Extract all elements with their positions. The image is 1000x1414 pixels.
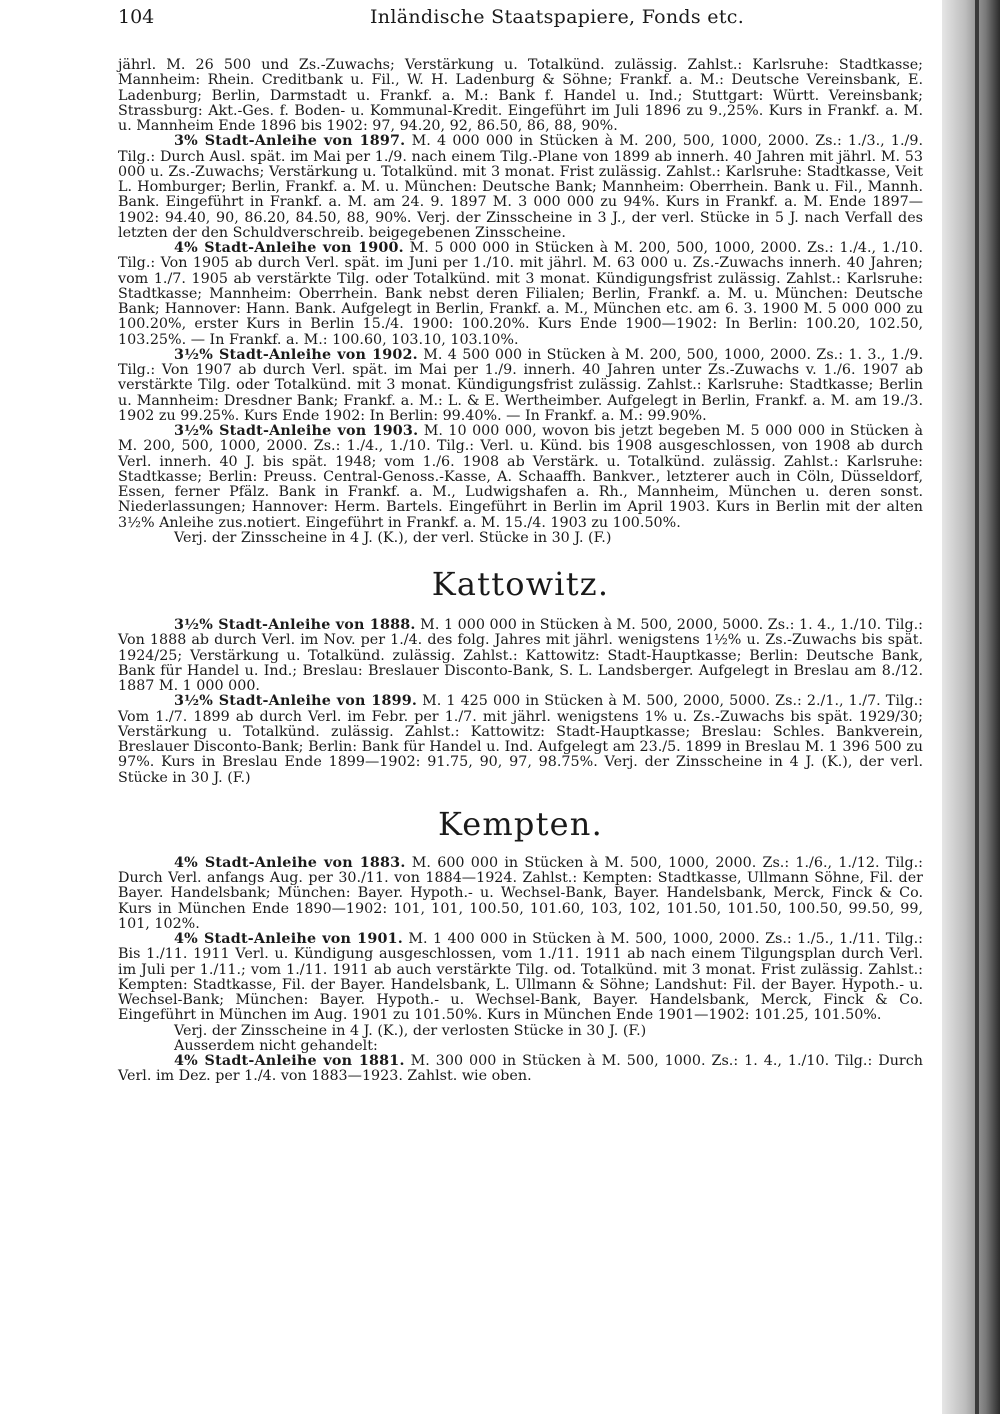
entry-1900 xyxy=(118,241,923,348)
gutter-line xyxy=(975,0,979,1414)
text-column xyxy=(118,58,923,1085)
verjaehrung-note-kempten: Verj. der Zinsscheine in 4 J. (K.), der verlosten Stücke in 30 J. (F.) xyxy=(174,1022,647,1039)
entry-heading: 3½% Stadt-Anleihe von 1902. xyxy=(174,346,418,363)
entry-heading: 3½% Stadt-Anleihe von 1888. xyxy=(174,617,416,633)
entry-text: M. 600 000 in Stücken à M. 500, 1000, 2000. Zs.: 1./6., 1./12. Tilg.: Durch Verl. anfangs Aug. per 30./11. von 1884—1924. Zahlst.: Kempten: Stadtkasse, Ullmann Söhne, Fil. der Bayer. Handelsbank; München: Bayer. Hypoth.- u. Wechsel-Bank, Bayer. Handelsbank, Merck, Finck & Co. Kurs in München Ende 1890—1902: 101, 101, 100.50, 101.60, 103, 102, 101.50, 101.50, 100.50, 99.50, 99, 101, 102%. xyxy=(118,854,923,932)
entry-text: M. 1 000 000 in Stücken à M. 500, 2000, 5000. Zs.: 1. 4., 1./10. Tilg.: Von 1888 ab durch Verl. im Nov. per 1./4. des folg. Jahres mit jährl. wenigstens 1½% u. Zs.-Zuwachs bis spät. 1924/25; Verstärkung u. Totalkünd. zulässig. Zahlst.: Kattowitz: Stadt-Hauptkasse; Berlin: Deutsche Bank, Bank für Handel u. Ind.; Breslau: Breslauer Disconto-Bank, S. L. Landsberger. Aufgelegt in Breslau am 8./12. 1887 M. 1 000 000. xyxy=(118,617,923,694)
page-number: 104 xyxy=(118,6,155,28)
entry-text: M. 4 000 000 in Stücken à M. 200, 500, 1000, 2000. Zs.: 1./3., 1./9. Tilg.: Durch Ausl. spät. im Mai per 1./9. nach einem Tilg.-Plane von 1899 ab innerh. 40 Jahren mit jährl. M. 53 000 u. Zs.-Zuwachs; Verstärkung u. Totalkünd. mit 3 monat. Frist zulässig. Zahlst.: Karlsruhe: Stadtkasse, Veit L. Homburger; Berlin, Frankf. a. M. u. München: Deutsche Bank; Mannheim: Oberrhein. Bank u. Fil., Mannh. Bank. Eingeführt in Frankf. a. M. am 24. 9. 1897 M. 3 000 000 zu 94%. Kurs in Frankf. a. M. Ende 1897—1902: 94.40, 90, 86.20, 84.50, 88, 90%. Verj. der Zinsscheine in 3 J., der verl. Stücke in 5 J. nach Verfall des letzten der den Schuldverschreib. beigegebenen Zinsscheine. xyxy=(118,133,924,241)
entry-heading: 4% Stadt-Anleihe von 1881. xyxy=(174,1053,405,1069)
entry-1902 xyxy=(118,348,923,424)
verjaehrung-note: Verj. der Zinsscheine in 4 J. (K.), der verl. Stücke in 30 J. (F.) xyxy=(174,529,612,546)
entry-kempten-1901 xyxy=(118,932,923,1024)
ausserdem-note: Ausserdem nicht gehandelt: xyxy=(174,1037,378,1054)
running-title: Inländische Staatspapiere, Fonds etc. xyxy=(370,6,745,28)
entry-text: M. 4 500 000 in Stücken à M. 200, 500, 1000, 2000. Zs.: 1. 3., 1./9. Tilg.: Von 1907 ab durch Verl. spät. im Mai per 1./9. innerh. 40 Jahren unter Zs.-Zuwachs v. 1./6. 1907 ab verstärkte Tilg. oder Totalkünd. mit 3 monat. Kündigungsfrist zulässig. Zahlst.: Karlsruhe: Stadtkasse; Berlin u. Mannheim: Dresdner Bank; Frankf. a. M.: L. & E. Wertheimber. Aufgelegt in Berlin, Frankf. a. M. am 19./3. 1902 zu 99.25%. Kurs Ende 1902: In Berlin: 99.40%. — In Frankf. a. M.: 99.90%. xyxy=(118,346,923,424)
entry-kempten-1881 xyxy=(118,1054,923,1085)
paragraph-continued: jährl. M. 26 500 und Zs.-Zuwachs; Verstärkung u. Totalkünd. zulässig. Zahlst.: Karlsruhe: Stadtkasse; Mannheim: Rhein. Creditbank u. Fil., W. H. Ladenburg & Söhne; Frankf. a. M.: Deutsche Vereinsbank, E. Ladenburg; Berlin, Darmstadt u. Frankf. a. M.: Bank f. Handel u. Ind.; Stuttgart: Württ. Vereinsbank; Strassburg: Akt.-Ges. f. Boden- u. Kommunal-Kredit. Eingeführt im Juli 1896 zu 9.,25%. Kurs in Frankf. a. M. u. Mannheim Ende 1896 bis 1902: 97, 94.20, 92, 86.50, 86, 88, 90%. xyxy=(118,57,923,134)
entry-1897 xyxy=(118,134,923,241)
entry-kempten-1883 xyxy=(118,856,923,932)
entry-1903 xyxy=(118,424,923,531)
entry-heading: 3½% Stadt-Anleihe von 1903. xyxy=(174,423,419,439)
book-gutter-shadow xyxy=(942,0,1000,1414)
entry-heading: 3% Stadt-Anleihe von 1897. xyxy=(174,133,406,150)
entry-kattowitz-1899 xyxy=(118,694,923,786)
entry-kattowitz-1888 xyxy=(118,618,923,694)
entry-heading: 4% Stadt-Anleihe von 1901. xyxy=(174,931,403,947)
entry-heading: 4% Stadt-Anleihe von 1883. xyxy=(174,854,406,871)
entry-heading: 4% Stadt-Anleihe von 1900. xyxy=(174,240,404,256)
running-head xyxy=(118,6,918,32)
entry-text: M. 5 000 000 in Stücken à M. 200, 500, 1000, 2000. Zs.: 1./4., 1./10. Tilg.: Von 1905 ab durch Verl. spät. im Juni per 1./10. mit jährl. M. 63 000 u. Zs.-Zuwachs innerh. 40 Jahren; vom 1./7. 1905 ab verstärkte Tilg. oder Totalkünd. mit 3 monat. Kündigungsfrist zulässig. Zahlst.: Karlsruhe: Stadtkasse; Mannheim: Oberrhein. Bank nebst deren Filialen; Berlin, Frankf. a. M. u. München: Deutsche Bank; Hannover: Hann. Bank. Aufgelegt in Berlin, Frankf. a. M., München etc. am 6. 3. 1900 M. 5 000 000 zu 100.20%, erster Kurs in Berlin 15./4. 1900: 100.20%. Kurs Ende 1900—1902: In Berlin: 100.20, 102.50, 103.25%. — In Frankf. a. M.: 100.60, 103.10, 103.10%. xyxy=(118,240,924,348)
entry-text: M. 1 425 000 in Stücken à M. 500, 2000, 5000. Zs.: 2./1., 1./7. Tilg.: Vom 1./7. 1899 ab durch Verl. im Febr. per 1./7. mit jährl. wenigstens 1% u. Zs.-Zuwachs bis spät. 1929/30; Verstärkung u. Totalkünd. zulässig. Zahlst.: Kattowitz: Stadt-Hauptkasse; Breslau: Schles. Bankverein, Breslauer Disconto-Bank; Berlin: Bank für Handel u. Ind. Aufgelegt am 23./5. 1899 in Breslau M. 1 396 500 zu 97%. Kurs in Breslau Ende 1899—1902: 91.75, 90, 97, 98.75%. Verj. der Zinsscheine in 4 J. (K.), der verl. Stücke in 30 J. (F.) xyxy=(118,693,923,786)
section-heading-kattowitz: Kattowitz. xyxy=(431,565,610,603)
entry-text: M. 1 400 000 in Stücken à M. 500, 1000, 2000. Zs.: 1./5., 1./11. Tilg.: Bis 1./11. 1911 Verl. u. Kündigung ausgeschlossen, vom 1./11. 1911 ab nach einem Tilgungsplan durch Verl. im Juli per 1./11.; vom 1./11. 1911 ab auch verstärkte Tilg. od. Totalkünd. mit 3 monat. Frist zulässig. Zahlst.: Kempten: Stadtkasse, Fil. der Bayer. Handelsbank, L. Ullmann & Söhne; Landshut: Fil. der Bayer. Hypoth.- u. Wechsel-Bank; München: Bayer. Hypoth.- u. Wechsel-Bank, Bayer. Handelsbank, Merck, Finck & Co. Eingeführt in München im Aug. 1901 zu 101.50%. Kurs in München Ende 1901—1902: 101.25, 101.50%. xyxy=(118,931,923,1024)
section-heading-kempten: Kempten. xyxy=(438,804,603,843)
entry-text: M. 10 000 000, wovon bis jetzt begeben M. 5 000 000 in Stücken à M. 200, 500, 1000, 2000. Zs.: 1./4., 1./10. Tilg.: Verl. u. Künd. bis 1908 ausgeschlossen, von 1908 ab durch Verl. innerh. 40 J. bis spät. 1948; vom 1./6. 1908 ab Verstärk. u. Totalkünd. zulässig. Zahlst.: Karlsruhe: Stadtkasse; Berlin: Preuss. Central-Genoss.-Kasse, A. Schaaffh. Bankver., letzterer auch in Cöln, Düsseldorf, Essen, ferner Pfälz. Bank in Frankf. a. M., Ludwigshafen a. Rh., Mannheim, München u. deren sonst. Niederlassungen; Hannover: Herm. Bartels. Eingeführt in Berlin im April 1903. Kurs in Berlin mit der alten 3½% Anleihe zus.notiert. Eingeführt in Frankf. a. M. 15./4. 1903 zu 100.50%. xyxy=(118,423,923,531)
entry-text: M. 300 000 in Stücken à M. 500, 1000. Zs.: 1. 4., 1./10. Tilg.: Durch Verl. im Dez. per 1./4. von 1883—1923. Zahlst. wie oben. xyxy=(118,1053,923,1085)
entry-heading: 3½% Stadt-Anleihe von 1899. xyxy=(174,693,418,710)
